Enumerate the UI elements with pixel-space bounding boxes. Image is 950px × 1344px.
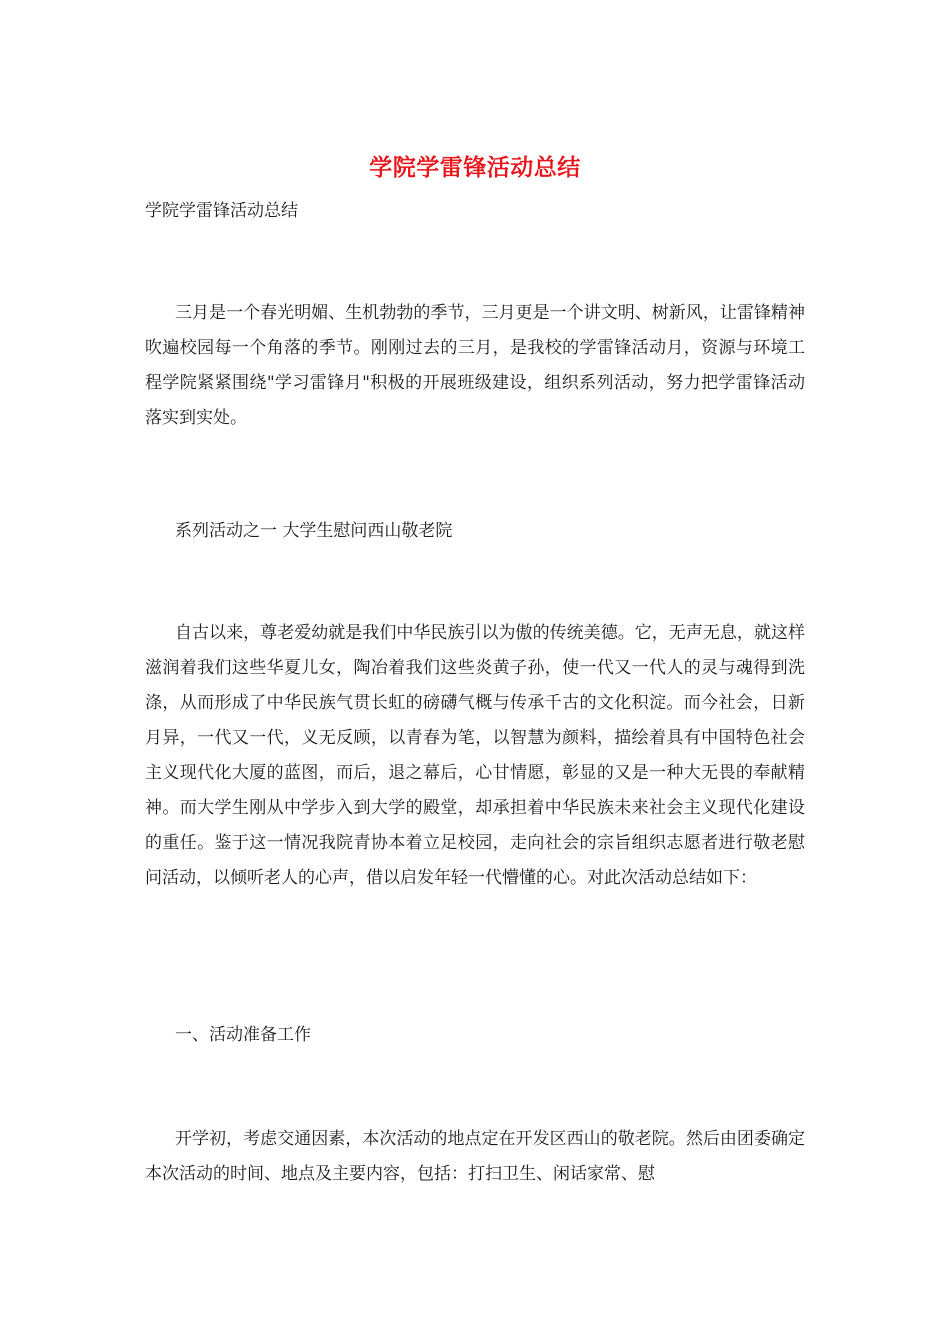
paragraph-section-2: 开学初，考虑交通因素，本次活动的地点定在开发区西山的敬老院。然后由团委确定本次活动的时间、地点及主要内容，包括：打扫卫生、闲话家常、慰: [145, 1129, 805, 1184]
paragraph-intro: 三月是一个春光明媚、生机勃勃的季节，三月更是一个讲文明、树新风，让雷锋精神吹遍校园每一个角落的季节。刚刚过去的三月，是我校的学雷锋活动月，资源与环境工程学院紧紧围绕"学习雷锋月"积极的开展班级建设，组织系列活动，努力把学雷锋活动落实到实处。: [145, 303, 805, 428]
document-title: 学院学雷锋活动总结: [369, 154, 581, 181]
section-heading-2: 一、活动准备工作: [175, 1025, 311, 1045]
paragraph-section-1: 自古以来，尊老爱幼就是我们中华民族引以为傲的传统美德。它，无声无息，就这样滋润着我们这些华夏儿女，陶冶着我们这些炎黄子孙，使一代又一代人的灵与魂得到洗涤，从而形成了中华民族气贯长虹的磅礴气概与传承千古的文化积淀。而今社会，日新月异，一代又一代，义无反顾，以青春为笔，以智慧为颜料，描绘着具有中国特色社会主义现代化大厦的蓝图，而后，退之幕后，心甘情愿，彰显的又是一种大无畏的奉献精神。而大学生刚从中学步入到大学的殿堂，却承担着中华民族未来社会主义现代化建设的重任。鉴于这一情况我院青协本着立足校园，走向社会的宗旨组织志愿者进行敬老慰问活动，以倾听老人的心声，借以启发年轻一代懵懂的心。对此次活动总结如下：: [145, 623, 805, 888]
section-heading-1: 系列活动之一 大学生慰问西山敬老院: [175, 521, 453, 541]
document-subtitle: 学院学雷锋活动总结: [145, 201, 298, 221]
